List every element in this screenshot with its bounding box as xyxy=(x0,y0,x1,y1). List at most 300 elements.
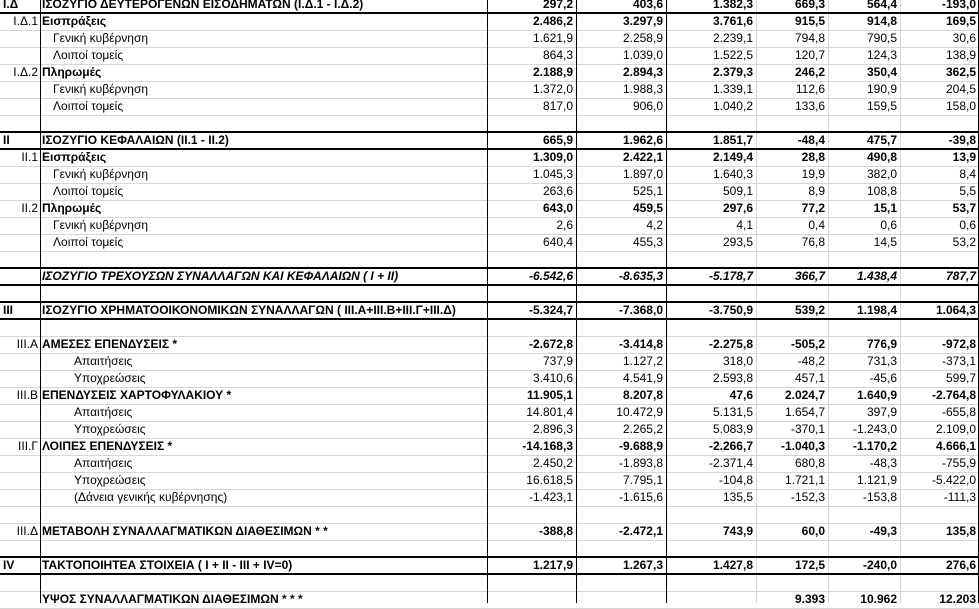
value-cell xyxy=(756,251,828,268)
table-row xyxy=(0,183,979,200)
value-cell: -2.472,1 xyxy=(618,524,663,538)
value-cell: -505,2 xyxy=(790,337,825,351)
row-code xyxy=(0,268,40,285)
row-label: Πληρωμές xyxy=(42,65,102,79)
value-cell: 5,5 xyxy=(959,184,976,198)
value-cell xyxy=(828,574,900,591)
value-cell: 743,9 xyxy=(722,524,753,538)
row-label: Λοιποί τομείς xyxy=(53,184,124,198)
value-cell: 403,6 xyxy=(632,0,663,11)
row-label xyxy=(40,540,487,557)
value-cell: -7.368,0 xyxy=(618,303,663,317)
value-cell: 731,3 xyxy=(866,354,897,368)
value-cell: 47,6 xyxy=(729,388,753,402)
value-cell xyxy=(900,574,979,591)
value-cell: 76,8 xyxy=(801,235,825,249)
value-cell: -373,1 xyxy=(941,354,976,368)
value-cell: 3.297,9 xyxy=(622,14,663,28)
value-cell: 60,0 xyxy=(801,524,825,538)
value-cell: 8.207,8 xyxy=(622,388,663,402)
value-cell: 1.721,1 xyxy=(784,473,825,487)
row-code: ΙΙ.2 xyxy=(21,201,38,215)
value-cell: -3.750,9 xyxy=(708,303,753,317)
value-cell: -2.764,8 xyxy=(931,388,976,402)
value-cell: -8.635,3 xyxy=(618,269,663,283)
value-cell: 680,8 xyxy=(794,456,825,470)
row-code xyxy=(0,353,40,370)
table-row xyxy=(0,132,979,149)
row-label xyxy=(40,251,487,268)
table-row xyxy=(0,506,979,523)
value-cell: -972,8 xyxy=(941,337,976,351)
value-cell: 4,2 xyxy=(646,218,663,232)
value-cell: 1.621,9 xyxy=(532,31,573,45)
row-code xyxy=(0,166,40,183)
row-code xyxy=(0,251,40,268)
value-cell: 3.761,6 xyxy=(712,14,753,28)
value-cell xyxy=(487,319,576,336)
value-cell: 455,3 xyxy=(632,235,663,249)
row-code: IV xyxy=(3,558,15,572)
value-cell: 318,0 xyxy=(722,354,753,368)
row-code: ΙΙΙ.Δ xyxy=(16,524,38,538)
value-cell: 1.039,0 xyxy=(622,48,663,62)
value-cell: 459,5 xyxy=(632,201,663,215)
value-cell: 124,3 xyxy=(866,48,897,62)
value-cell: 2.149,4 xyxy=(712,150,753,164)
row-label: Γενική κυβέρνηση xyxy=(53,82,149,96)
value-cell: 297,2 xyxy=(542,0,573,11)
row-label: Λοιποί τομείς xyxy=(53,99,124,113)
value-cell xyxy=(828,540,900,557)
table-row xyxy=(0,387,979,404)
value-cell xyxy=(666,285,756,302)
row-code xyxy=(0,506,40,523)
value-cell: 509,1 xyxy=(722,184,753,198)
value-cell: -48,3 xyxy=(869,456,897,470)
value-cell: 8,4 xyxy=(959,167,976,181)
value-cell xyxy=(487,115,576,132)
value-cell: 906,0 xyxy=(632,99,663,113)
value-cell: 1.640,3 xyxy=(712,167,753,181)
value-cell: -3.414,8 xyxy=(618,337,663,351)
value-cell xyxy=(828,319,900,336)
value-cell: 133,6 xyxy=(794,99,825,113)
row-label: ΥΨΟΣ ΣΥΝΑΛΛΑΓΜΑΤΙΚΩΝ ΔΙΑΘΕΣΙΜΩΝ * * * xyxy=(42,592,303,606)
value-cell xyxy=(666,506,756,523)
value-cell: 350,4 xyxy=(866,65,897,79)
table-row xyxy=(0,438,979,455)
value-cell: 1.654,7 xyxy=(784,405,825,419)
value-cell xyxy=(900,506,979,523)
value-cell: 914,8 xyxy=(866,14,897,28)
row-code: ΙΙΙ.Α xyxy=(16,337,38,351)
value-cell: 7.795,1 xyxy=(622,473,663,487)
value-cell xyxy=(828,285,900,302)
value-cell xyxy=(487,540,576,557)
value-cell: 108,8 xyxy=(866,184,897,198)
table-row xyxy=(0,557,979,574)
row-code xyxy=(0,404,40,421)
value-cell: -6.542,6 xyxy=(528,269,573,283)
value-cell: 0,6 xyxy=(880,218,897,232)
table-row xyxy=(0,540,979,557)
value-cell xyxy=(900,115,979,132)
value-cell: 120,7 xyxy=(794,48,825,62)
table-row xyxy=(0,370,979,387)
row-code xyxy=(0,30,40,47)
value-cell xyxy=(576,251,666,268)
value-cell: 864,3 xyxy=(542,48,573,62)
value-cell: 158,0 xyxy=(945,99,976,113)
value-cell: -5.178,7 xyxy=(708,269,753,283)
table-row xyxy=(0,268,979,285)
value-cell: 564,4 xyxy=(866,0,897,11)
value-cell xyxy=(900,251,979,268)
value-cell: 1.127,2 xyxy=(622,354,663,368)
value-cell: 0,4 xyxy=(808,218,825,232)
table-row xyxy=(0,166,979,183)
table-row xyxy=(0,319,979,336)
value-cell: 669,3 xyxy=(794,0,825,11)
table-row xyxy=(0,217,979,234)
table-row xyxy=(0,251,979,268)
value-cell: 1.064,3 xyxy=(935,303,976,317)
table-row xyxy=(0,234,979,251)
value-cell: 1.121,9 xyxy=(856,473,897,487)
value-cell xyxy=(576,591,666,608)
value-cell: 2.896,3 xyxy=(532,422,573,436)
row-code xyxy=(0,115,40,132)
value-cell: 169,5 xyxy=(945,14,976,28)
row-label: Υποχρεώσεις xyxy=(74,371,146,385)
value-cell: 2.258,9 xyxy=(622,31,663,45)
value-cell: 1.640,9 xyxy=(856,388,897,402)
table-row xyxy=(0,574,979,591)
value-cell: 3.410,6 xyxy=(532,371,573,385)
value-cell: 1.427,8 xyxy=(712,558,753,572)
value-cell xyxy=(487,251,576,268)
value-cell: 19,9 xyxy=(801,167,825,181)
value-cell: 366,7 xyxy=(794,269,825,283)
value-cell: 8,9 xyxy=(808,184,825,198)
value-cell: 53,2 xyxy=(952,235,976,249)
row-label: Υποχρεώσεις xyxy=(74,473,146,487)
row-code xyxy=(0,472,40,489)
value-cell: 1.198,4 xyxy=(856,303,897,317)
value-cell: -193,0 xyxy=(941,0,976,11)
table-row xyxy=(0,30,979,47)
table-row xyxy=(0,115,979,132)
row-code xyxy=(0,574,40,591)
value-cell: -111,3 xyxy=(943,490,976,504)
value-cell: 817,0 xyxy=(542,99,573,113)
value-cell xyxy=(576,574,666,591)
row-label: ΛΟΙΠΕΣ ΕΠΕΝΔΥΣΕΙΣ * xyxy=(42,439,173,453)
row-label: ΤΑΚΤΟΠΟΙΗΤΕΑ ΣΤΟΙΧΕΙΑ ( Ι + ΙΙ - ΙΙΙ + ΙV=0) xyxy=(42,558,293,572)
value-cell: 14,5 xyxy=(873,235,897,249)
value-cell: -2.266,7 xyxy=(708,439,753,453)
row-label: Λοιποί τομείς xyxy=(53,48,124,62)
value-cell: 2.593,8 xyxy=(712,371,753,385)
value-cell: -240,0 xyxy=(862,558,897,572)
value-cell: 2.450,2 xyxy=(532,456,573,470)
value-cell: 2,6 xyxy=(556,218,573,232)
table-row xyxy=(0,336,979,353)
value-cell: 13,9 xyxy=(952,150,976,164)
value-cell: 1.217,9 xyxy=(532,558,573,572)
value-cell: 2.265,2 xyxy=(622,422,663,436)
value-cell: 915,5 xyxy=(794,14,825,28)
table-row xyxy=(0,404,979,421)
row-code: II xyxy=(3,133,10,147)
value-cell: 4.666,1 xyxy=(935,439,976,453)
row-code: Ι.Δ.1 xyxy=(13,14,38,28)
value-cell: -5.422,0 xyxy=(931,473,976,487)
value-cell: 4,1 xyxy=(736,218,753,232)
row-label: Λοιποί τομείς xyxy=(53,235,124,249)
table-row xyxy=(0,489,979,506)
value-cell: -1.170,2 xyxy=(852,439,897,453)
value-cell: 1.851,7 xyxy=(712,133,753,147)
value-cell xyxy=(576,506,666,523)
value-cell xyxy=(487,506,576,523)
row-label xyxy=(40,115,487,132)
row-code xyxy=(0,319,40,336)
value-cell: -370,1 xyxy=(790,422,825,436)
value-cell xyxy=(756,285,828,302)
row-label: Υποχρεώσεις xyxy=(74,422,146,436)
value-cell: 5.131,5 xyxy=(712,405,753,419)
value-cell: 1.988,3 xyxy=(622,82,663,96)
row-label: ΙΣΟΖΥΓΙΟ ΔΕΥΤΕΡΟΓΕΝΩΝ ΕΙΣΟΔΗΜΑΤΩΝ (Ι.Δ.1 - Ι.Δ.2) xyxy=(42,0,364,11)
row-code xyxy=(0,489,40,506)
value-cell: -1.893,8 xyxy=(618,456,663,470)
value-cell: -1.615,6 xyxy=(618,490,663,504)
row-code xyxy=(0,234,40,251)
value-cell: 159,5 xyxy=(866,99,897,113)
row-label: Απαιτήσεις xyxy=(74,354,133,368)
value-cell xyxy=(666,115,756,132)
table-row xyxy=(0,285,979,302)
value-cell xyxy=(487,591,576,608)
value-cell: 457,1 xyxy=(794,371,825,385)
row-label: ΙΣΟΖΥΓΙΟ ΧΡΗΜΑΤΟΟΙΚΟΝΟΜΙΚΩΝ ΣΥΝΑΛΛΑΓΩΝ ( ΙΙΙ.Α+ΙΙΙ.Β+ΙΙΙ.Γ+ΙΙΙ.Δ) xyxy=(42,303,456,317)
table-row xyxy=(0,149,979,166)
row-code: I.Δ xyxy=(3,0,19,11)
row-label: Απαιτήσεις xyxy=(74,405,133,419)
value-cell: 14.801,4 xyxy=(526,405,573,419)
row-code xyxy=(0,183,40,200)
value-cell: 1.040,2 xyxy=(712,99,753,113)
value-cell: 1.382,3 xyxy=(712,0,753,11)
value-cell: 1.897,0 xyxy=(622,167,663,181)
value-cell: 1.309,0 xyxy=(532,150,573,164)
row-label: Εισπράξεις xyxy=(42,150,107,164)
table-row xyxy=(0,591,979,608)
value-cell: 172,5 xyxy=(794,558,825,572)
table-row xyxy=(0,523,979,540)
table-row xyxy=(0,455,979,472)
row-label: Εισπράξεις xyxy=(42,14,107,28)
value-cell: 539,2 xyxy=(794,303,825,317)
value-cell: 525,1 xyxy=(632,184,663,198)
value-cell: -153,8 xyxy=(862,490,897,504)
value-cell: 12.203 xyxy=(939,592,976,606)
value-cell: 263,6 xyxy=(542,184,573,198)
table-row xyxy=(0,421,979,438)
value-cell: -45,6 xyxy=(869,371,897,385)
value-cell: 737,9 xyxy=(542,354,573,368)
value-cell: 53,7 xyxy=(952,201,976,215)
value-cell: 16.618,5 xyxy=(526,473,573,487)
value-cell: -755,9 xyxy=(941,456,976,470)
row-code: III xyxy=(3,303,14,317)
row-code xyxy=(0,47,40,64)
value-cell: 9.393 xyxy=(794,592,825,606)
value-cell: 787,7 xyxy=(945,269,976,283)
row-label: Γενική κυβέρνηση xyxy=(53,167,149,181)
value-cell: 1.962,6 xyxy=(622,133,663,147)
value-cell: -39,8 xyxy=(948,133,976,147)
value-cell: 2.422,1 xyxy=(622,150,663,164)
row-label: Απαιτήσεις xyxy=(74,456,133,470)
row-code xyxy=(0,285,40,302)
row-label xyxy=(40,574,487,591)
row-code: Ι.Δ.2 xyxy=(13,65,38,79)
value-cell: 293,5 xyxy=(722,235,753,249)
table-row xyxy=(0,200,979,217)
value-cell: 643,0 xyxy=(542,201,573,215)
table-row xyxy=(0,13,979,30)
table-row xyxy=(0,0,979,13)
table-row xyxy=(0,353,979,370)
value-cell xyxy=(666,251,756,268)
value-cell: 10.472,9 xyxy=(616,405,663,419)
value-cell: -2.275,8 xyxy=(708,337,753,351)
value-cell xyxy=(828,115,900,132)
value-cell xyxy=(828,251,900,268)
row-code xyxy=(0,217,40,234)
row-label: ΜΕΤΑΒΟΛΗ ΣΥΝΑΛΛΑΓΜΑΤΙΚΩΝ ΔΙΑΘΕΣΙΜΩΝ * * xyxy=(42,524,328,538)
value-cell: -14.168,3 xyxy=(522,439,573,453)
table-row xyxy=(0,81,979,98)
row-label: ΙΣΟΖΥΓΙΟ ΚΕΦΑΛΑΙΩΝ (ΙΙ.1 - ΙΙ.2) xyxy=(42,133,229,147)
value-cell xyxy=(666,540,756,557)
value-cell: 0,6 xyxy=(959,218,976,232)
value-cell: 135,5 xyxy=(722,490,753,504)
row-code xyxy=(0,540,40,557)
value-cell: 5.083,9 xyxy=(712,422,753,436)
value-cell: 776,9 xyxy=(866,337,897,351)
value-cell: 382,0 xyxy=(866,167,897,181)
value-cell: 362,5 xyxy=(945,65,976,79)
table-row xyxy=(0,98,979,115)
row-code xyxy=(0,421,40,438)
value-cell: 77,2 xyxy=(801,201,825,215)
value-cell: 2.109,0 xyxy=(935,422,976,436)
value-cell xyxy=(666,319,756,336)
value-cell: 4.541,9 xyxy=(622,371,663,385)
row-code: ΙΙΙ.Β xyxy=(16,388,38,402)
value-cell: 1.372,0 xyxy=(532,82,573,96)
value-cell: -48,2 xyxy=(797,354,825,368)
value-cell: 2.894,3 xyxy=(622,65,663,79)
value-cell xyxy=(576,319,666,336)
row-code xyxy=(0,98,40,115)
value-cell xyxy=(828,506,900,523)
row-label: ΑΜΕΣΕΣ ΕΠΕΝΔΥΣΕΙΣ * xyxy=(42,337,178,351)
value-cell: -2.371,4 xyxy=(708,456,753,470)
value-cell: 1.438,4 xyxy=(856,269,897,283)
value-cell: 2.379,3 xyxy=(712,65,753,79)
value-cell: 640,4 xyxy=(542,235,573,249)
row-label xyxy=(40,506,487,523)
value-cell: -1.040,3 xyxy=(780,439,825,453)
value-cell: 2.188,9 xyxy=(532,65,573,79)
value-cell: -152,3 xyxy=(790,490,825,504)
value-cell: 276,6 xyxy=(945,558,976,572)
value-cell: -48,4 xyxy=(797,133,825,147)
table-row xyxy=(0,302,979,319)
value-cell xyxy=(576,540,666,557)
row-label: Γενική κυβέρνηση xyxy=(53,31,149,45)
row-label: ΕΠΕΝΔΥΣΕΙΣ ΧΑΡΤΟΦΥΛΑΚΙΟΥ * xyxy=(42,388,232,402)
row-label: ΙΣΟΖΥΓΙΟ ΤΡΕΧΟΥΣΩΝ ΣΥΝΑΛΛΑΓΩΝ ΚΑΙ ΚΕΦΑΛΑΙΩΝ ( Ι + ΙΙ) xyxy=(42,269,399,283)
row-label: (Δάνεια γενικής κυβέρνησης) xyxy=(74,490,228,504)
row-code xyxy=(0,370,40,387)
value-cell: 1.045,3 xyxy=(532,167,573,181)
value-cell: 475,7 xyxy=(866,133,897,147)
value-cell: 297,6 xyxy=(722,201,753,215)
table-row xyxy=(0,472,979,489)
value-cell: -104,8 xyxy=(718,473,753,487)
value-cell: -5.324,7 xyxy=(528,303,573,317)
value-cell xyxy=(900,285,979,302)
value-cell xyxy=(666,574,756,591)
value-cell xyxy=(576,285,666,302)
value-cell: 112,6 xyxy=(795,82,825,96)
value-cell xyxy=(756,574,828,591)
value-cell: 30,6 xyxy=(952,31,976,45)
value-cell: 2.486,2 xyxy=(532,14,573,28)
value-cell: -9.688,9 xyxy=(618,439,663,453)
value-cell: 665,9 xyxy=(542,133,573,147)
value-cell xyxy=(756,319,828,336)
value-cell: -1.423,1 xyxy=(528,490,573,504)
value-cell: 490,8 xyxy=(866,150,897,164)
value-cell: 28,8 xyxy=(801,150,825,164)
value-cell: 135,8 xyxy=(945,524,976,538)
value-cell: 599,7 xyxy=(945,371,976,385)
value-cell: 794,8 xyxy=(794,31,825,45)
value-cell: -2.672,8 xyxy=(528,337,573,351)
value-cell: -655,8 xyxy=(941,405,976,419)
row-label: Γενική κυβέρνηση xyxy=(53,218,149,232)
value-cell: 246,2 xyxy=(794,65,825,79)
table-row xyxy=(0,64,979,81)
value-cell xyxy=(756,115,828,132)
value-cell: 1.522,5 xyxy=(712,48,753,62)
value-cell: 1.267,3 xyxy=(622,558,663,572)
value-cell: 790,5 xyxy=(866,31,897,45)
row-code: ΙΙΙ.Γ xyxy=(18,439,38,453)
value-cell: 190,9 xyxy=(866,82,897,96)
row-label xyxy=(40,319,487,336)
value-cell: 204,5 xyxy=(945,82,976,96)
row-code xyxy=(0,455,40,472)
value-cell xyxy=(756,540,828,557)
